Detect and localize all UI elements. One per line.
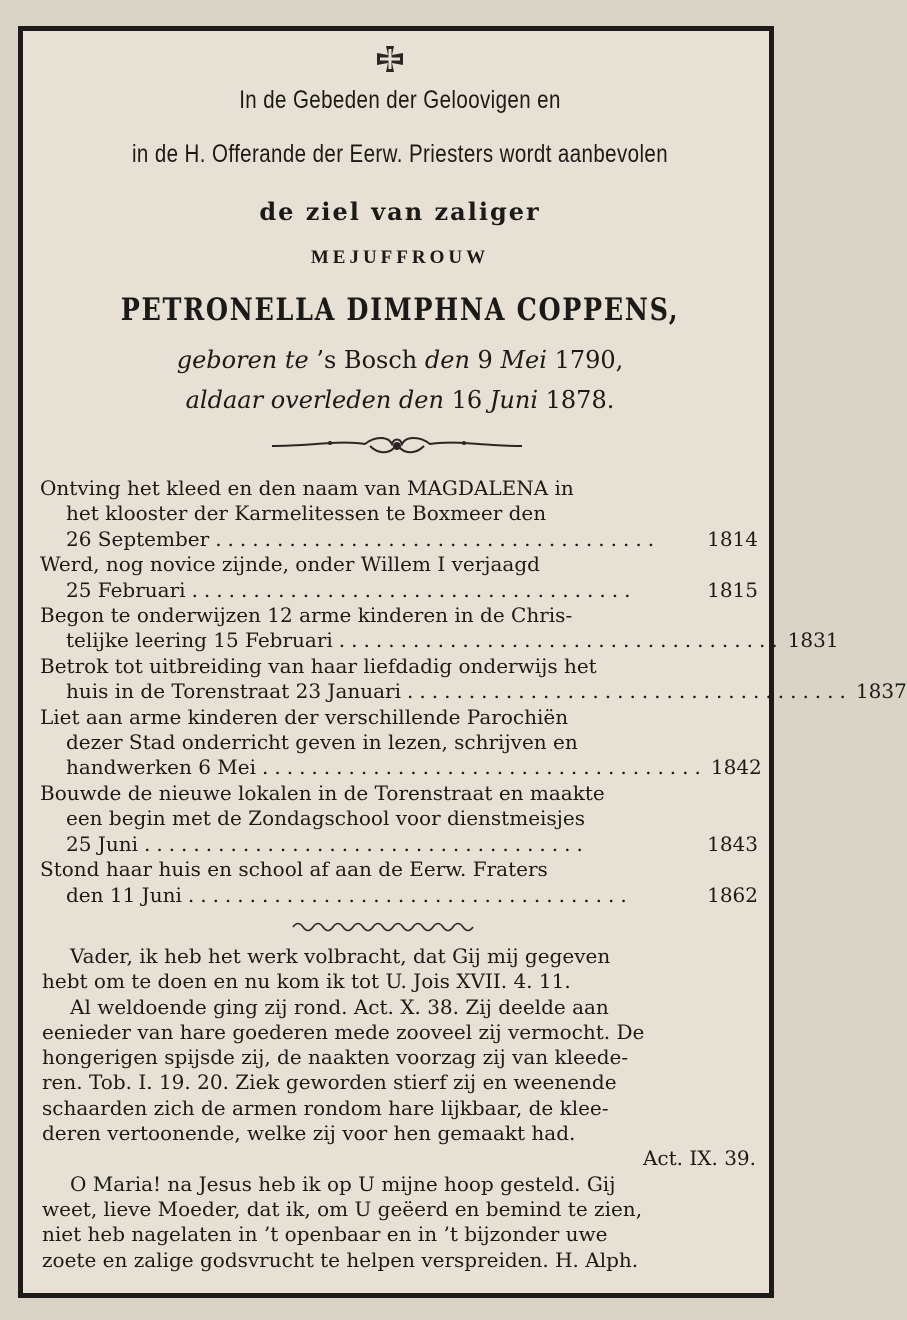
scripture-reference: Act. IX. 39. <box>642 1146 756 1171</box>
scripture-line: eenieder van hare goederen mede zooveel zij vermocht. De <box>42 1019 645 1044</box>
leader-dots: .................................... <box>338 628 784 653</box>
entry-text: Stond haar huis en school af aan de Eerw. Fraters <box>40 857 548 882</box>
entry-year: 1837 <box>855 679 907 704</box>
ornament-divider-icon <box>270 432 524 460</box>
entry-year: 1862 <box>707 882 758 907</box>
scripture-line: Al weldoende ging zij rond. Act. X. 38. Zij deelde aan <box>70 994 609 1019</box>
leader-dots: .................................... <box>187 882 633 907</box>
leader-dots: .................................... <box>191 577 637 602</box>
wave-divider-icon <box>293 920 473 934</box>
entry-text: Liet aan arme kinderen der verschillende Parochiën <box>40 704 569 729</box>
scripture-text <box>42 944 756 1273</box>
entry-year: 1842 <box>710 755 762 780</box>
entry-year: 1814 <box>707 526 758 551</box>
biography-entry <box>40 653 907 705</box>
biography-entry <box>40 781 758 857</box>
entry-year: 1843 <box>707 831 758 856</box>
entry-year: 1815 <box>707 577 758 602</box>
title-label: MEJUFFROUW <box>310 247 490 268</box>
death-line: aldaar overleden den 16 Juni 1878. <box>185 386 615 414</box>
entry-text: een begin met de Zondagschool voor dienstmeisjes <box>66 806 585 831</box>
entry-text: telijke leering 15 Februari <box>66 628 333 653</box>
biography-entry <box>40 857 758 908</box>
leader-dots: .................................... <box>143 831 589 856</box>
scripture-line: hongerigen spijsde zij, de naakten voorzag zij van kleede- <box>42 1045 629 1070</box>
scripture-line: Vader, ik heb het werk volbracht, dat Gij mij gegeven <box>70 944 611 968</box>
leader-dots: .................................... <box>262 755 707 780</box>
biography-entry <box>40 552 758 603</box>
scripture-line: deren vertoonende, welke zij voor hen gemaakt had. <box>42 1121 576 1146</box>
birth-line: geboren te ’s Bosch den 9 Mei 1790, <box>176 346 624 374</box>
biography-entry <box>40 603 839 654</box>
entry-text: Ontving het kleed en den naam van MAGDALENA in <box>40 476 574 500</box>
deceased-name: PETRONELLA DIMPHNA COPPENS, <box>120 292 680 328</box>
entry-text: huis in de Torenstraat 23 Januari <box>66 679 402 704</box>
entry-text: 25 Juni <box>66 831 138 856</box>
entry-text: handwerken 6 Mei <box>66 755 256 780</box>
scripture-line: schaarden zich de armen rondom hare lijkbaar, de klee- <box>42 1095 609 1120</box>
scripture-line: hebt om te doen en nu kom ik tot U. Jois XVII. 4. 11. <box>42 969 571 994</box>
leader-dots: .................................... <box>215 526 661 551</box>
entry-text: het klooster der Karmelitessen te Boxmeer den <box>66 501 547 526</box>
entry-text: 26 September <box>66 526 210 551</box>
biography-entry <box>40 476 758 552</box>
header-line-3: de ziel van zaliger <box>259 197 541 226</box>
entry-text: dezer Stad onderricht geven in lezen, schrijven en <box>66 730 578 755</box>
scripture-line: weet, lieve Moeder, dat ik, om U geëerd en bemind te zien, <box>42 1196 643 1221</box>
entry-text: Bouwde de nieuwe lokalen in de Torenstraat en maakte <box>40 780 605 805</box>
scripture-line: ren. Tob. I. 19. 20. Ziek geworden stierf zij en weenende <box>42 1070 617 1095</box>
entry-text: Betrok tot uitbreiding van haar liefdadig onderwijs het <box>40 653 597 678</box>
leader-dots: .................................... <box>407 679 852 704</box>
header-line-1: In de Gebeden der Geloovigen en <box>239 86 561 114</box>
scripture-line: O Maria! na Jesus heb ik op U mijne hoop gesteld. Gij <box>70 1171 616 1196</box>
scripture-line: niet heb nagelaten in ’t openbaar en in ’t bijzonder uwe <box>42 1222 608 1247</box>
scripture-line: zoete en zalige godsvrucht te helpen verspreiden. H. Alph. <box>42 1247 639 1272</box>
biography-entry <box>40 704 762 781</box>
entry-text: 25 Februari <box>66 577 186 602</box>
entry-text: Begon te onderwijzen 12 arme kinderen in de Chris- <box>40 603 573 628</box>
header-line-2: in de H. Offerande der Eerw. Priesters wordt aanbevolen <box>131 140 669 168</box>
entry-text: Werd, nog novice zijnde, onder Willem I verjaagd <box>40 552 540 577</box>
biography-list <box>40 476 907 908</box>
cross-icon <box>375 44 405 74</box>
entry-year: 1831 <box>787 628 839 653</box>
entry-text: den 11 Juni <box>66 882 182 907</box>
